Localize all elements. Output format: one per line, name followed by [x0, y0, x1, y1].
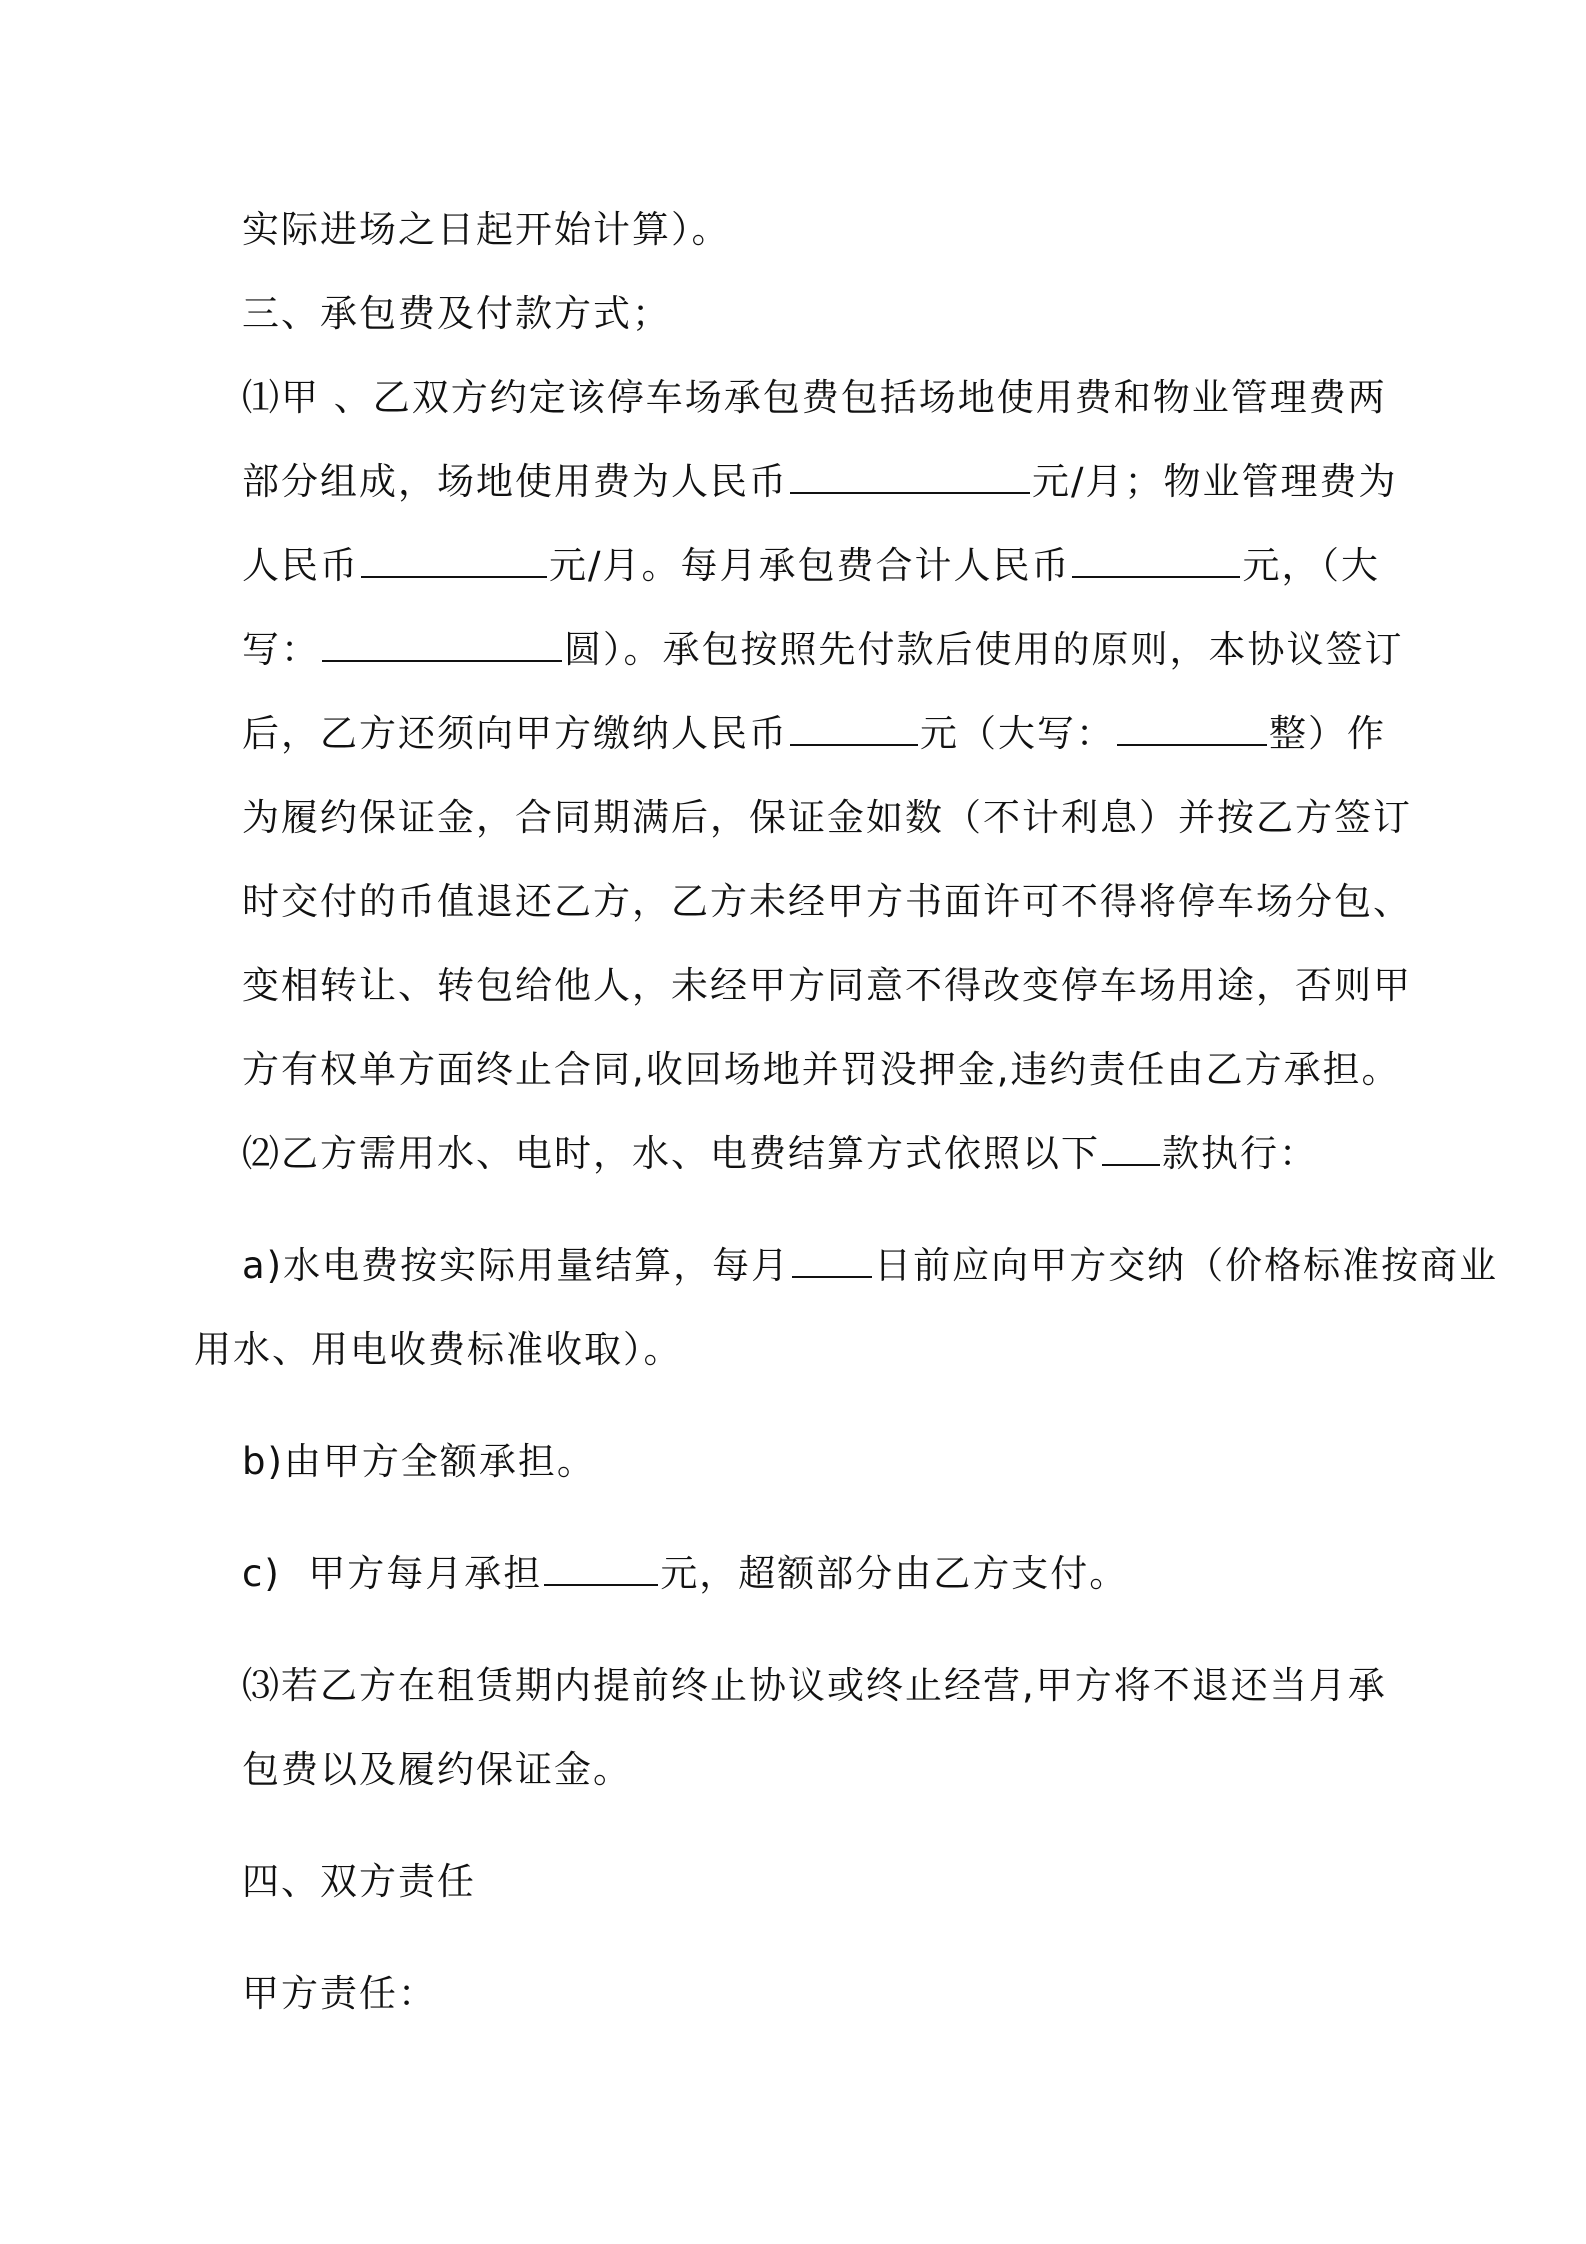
fill-blank	[1072, 542, 1240, 578]
subsection-heading	[242, 1970, 437, 2018]
heading-text: 三、承包费及付款方式；	[242, 292, 671, 335]
text-line	[242, 878, 1412, 926]
text-line	[242, 542, 1380, 590]
text-line	[242, 206, 731, 254]
text-line	[242, 458, 1397, 506]
line-text: 元/月。每月承包费合计人民币	[549, 544, 1071, 587]
section-heading	[242, 1858, 476, 1906]
section-heading	[242, 290, 671, 338]
line-text: 部分组成，场地使用费为人民币	[242, 460, 788, 503]
text-line	[242, 794, 1412, 842]
text-line	[242, 1438, 596, 1486]
heading-text: 四、双方责任	[242, 1860, 476, 1903]
line-text: 时交付的币值退还乙方，乙方未经甲方书面许可不得将停车场分包、	[242, 880, 1412, 923]
line-text: ⑴甲 、乙双方约定该停车场承包费包括场地使用费和物业管理费两	[242, 376, 1387, 419]
fill-blank	[1117, 710, 1267, 746]
line-text: 整）作	[1269, 712, 1386, 755]
line-text: 人民币	[242, 544, 359, 587]
text-line	[194, 1326, 683, 1374]
line-text: 变相转让、转包给他人，未经甲方同意不得改变停车场用途，否则甲	[242, 964, 1412, 1007]
text-line	[242, 710, 1386, 758]
line-text: 元，（大	[1242, 544, 1380, 587]
line-text: 为履约保证金，合同期满后，保证金如数（不计利息）并按乙方签订	[242, 796, 1412, 839]
line-text: ⑵乙方需用水、电时，水、电费结算方式依照以下	[242, 1132, 1100, 1175]
line-text: 日前应向甲方交纳（价格标准按商业	[874, 1244, 1499, 1287]
text-line	[242, 1662, 1387, 1710]
text-line	[242, 1242, 1498, 1290]
text-line	[242, 374, 1387, 422]
line-text: 后，乙方还须向甲方缴纳人民币	[242, 712, 788, 755]
heading-text: 甲方责任：	[242, 1972, 437, 2015]
fill-blank	[790, 458, 1030, 494]
text-line	[242, 1130, 1318, 1178]
line-text: b)由甲方全额承担。	[242, 1440, 596, 1483]
fill-blank	[790, 710, 918, 746]
line-text: 元/月；物业管理费为	[1032, 460, 1398, 503]
line-text: 实际进场之日起开始计算）。	[242, 208, 731, 251]
line-text: 写：	[242, 628, 320, 671]
text-line	[242, 1746, 632, 1794]
line-text: 用水、用电收费标准收取）。	[194, 1328, 683, 1371]
line-text: 方有权单方面终止合同,收回场地并罚没押金,违约责任由乙方承担。	[242, 1048, 1401, 1091]
line-text: 款执行：	[1162, 1132, 1318, 1175]
line-text: 圆）。承包按照先付款后使用的原则，本协议签订	[564, 628, 1404, 671]
text-line	[242, 626, 1404, 674]
line-text: c) 甲方每月承担	[242, 1552, 543, 1595]
fill-blank	[322, 626, 562, 662]
text-line	[242, 962, 1412, 1010]
line-text: a)水电费按实际用量结算，每月	[242, 1244, 791, 1287]
fill-blank	[792, 1242, 872, 1278]
fill-blank	[1102, 1130, 1160, 1166]
text-line	[242, 1550, 1128, 1598]
line-text: ⑶若乙方在租赁期内提前终止协议或终止经营,甲方将不退还当月承	[242, 1664, 1387, 1707]
line-text: 包费以及履约保证金。	[242, 1748, 632, 1791]
fill-blank	[361, 542, 547, 578]
line-text: 元，超额部分由乙方支付。	[660, 1552, 1129, 1595]
text-line	[242, 1046, 1401, 1094]
line-text: 元（大写：	[920, 712, 1115, 755]
fill-blank	[544, 1550, 658, 1586]
